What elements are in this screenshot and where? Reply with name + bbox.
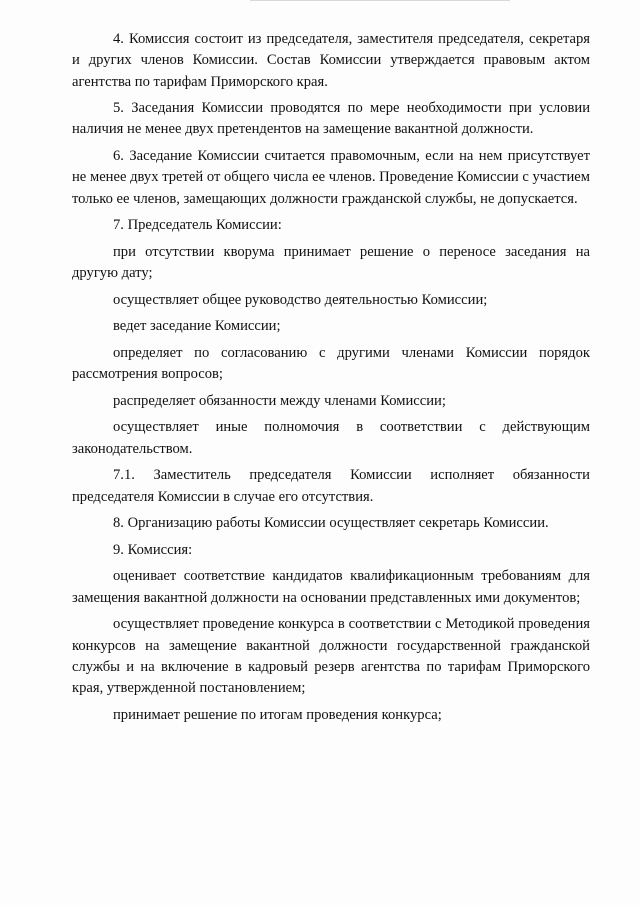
list-item: ведет заседание Комиссии; <box>113 318 281 335</box>
list-item: осуществляет общее руководство деятельностью Комиссии; <box>113 291 488 308</box>
paragraph-5: 5. Заседания Комиссии проводятся по мере необходимости при условии наличия не менее двух претендентов на замещение вакантной должности. <box>72 100 590 138</box>
list-item: осуществляет иные полномочия в соответствии с действующим законодательством. <box>72 419 590 457</box>
list-item: оценивает соответствие кандидатов квалификационным требованиям для замещения вакантной должности на основании представленных ими документов; <box>72 568 590 606</box>
list-item: осуществляет проведение конкурса в соответствии с Методикой проведения конкурсов на замещение вакантной должности государственной гражданской службы и на включение в кадровый резерв агентства по тарифам Приморского края, утвержденной постановлением; <box>72 616 590 697</box>
list-item: принимает решение по итогам проведения конкурса; <box>113 706 442 723</box>
document-body <box>72 29 590 731</box>
paragraph-9-heading: 9. Комиссия: <box>113 541 193 558</box>
list-item: определяет по согласованию с другими членами Комиссии порядок рассмотрения вопросов; <box>72 344 590 383</box>
paragraph-8: 8. Организацию работы Комиссии осуществляет секретарь Комиссии. <box>113 515 549 532</box>
list-item: при отсутствии кворума принимает решение о переносе заседания на другую дату; <box>72 243 590 282</box>
paragraph-7-heading: 7. Председатель Комиссии: <box>113 217 282 234</box>
paragraph-7-1: 7.1. Заместитель председателя Комиссии исполняет обязанности председателя Комиссии в случае его отсутствия. <box>72 467 590 505</box>
paragraph-6: 6. Заседание Комиссии считается правомочным, если на нем присутствует не менее двух третей от общего числа ее членов. Проведение Комиссии с участием только ее членов, замещающих должности гражданской службы, не допускается. <box>72 148 590 207</box>
paragraph-4: 4. Комиссия состоит из председателя, заместителя председателя, секретаря и других членов Комиссии. Состав Комиссии утверждается правовым актом агентства по тарифам Приморского края. <box>72 31 590 90</box>
scan-edge-line <box>250 0 510 4</box>
list-item: распределяет обязанности между членами Комиссии; <box>113 392 446 409</box>
